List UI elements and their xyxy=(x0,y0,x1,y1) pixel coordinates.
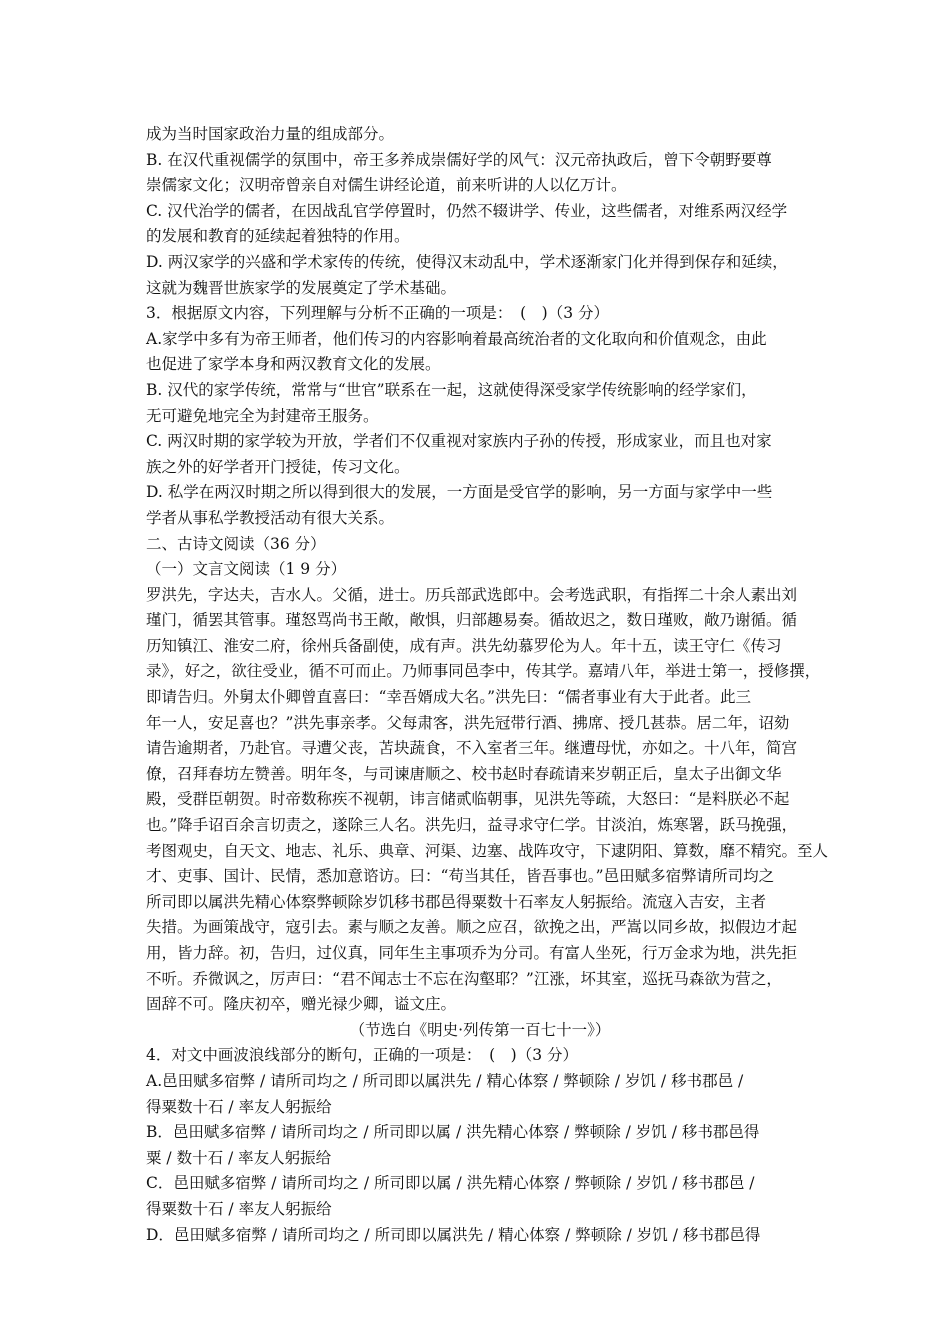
option-b-line: B. 在汉代重视儒学的氛围中，帝王多养成崇儒好学的风气：汉元帝执政后，曾下令朝野要尊 xyxy=(146,150,772,169)
option-c-line: C．邑田赋多宿弊 / 请所司均之 / 所司即以属 / 洪先精心体察 / 弊顿除 / 岁饥 / 移书郡邑 / xyxy=(146,1174,755,1193)
option-d-line: D．邑田赋多宿弊 / 请所司均之 / 所司即以属洪先 / 精心体察 / 弊顿除 / 岁饥 / 移书郡邑得 xyxy=(146,1225,761,1244)
text-line: 也促进了家学本身和两汉教育文化的发展。 xyxy=(146,355,441,374)
document-page xyxy=(146,122,829,1248)
passage-line: 失措。为画策战守，寇引去。素与顺之友善。顺之应召，欲挽之出，严嵩以同乡故，拟假边才起 xyxy=(146,918,798,937)
option-c-line: C. 两汉时期的家学较为开放，学者们不仅重视对家族内子孙的传授，形成家业，而且也对家 xyxy=(146,432,772,451)
subsection-heading: （一）文言文阅读（1 9 分） xyxy=(146,560,347,579)
option-d-line: D. 私学在两汉时期之所以得到很大的发展，一方面是受官学的影响，另一方面与家学中一些 xyxy=(146,483,773,502)
text-line: 的发展和教育的延续起着独特的作用。 xyxy=(146,227,410,246)
passage-line: 也。”降手诏百余言切责之，遂除三人名。洪先归，益寻求守仁学。甘淡泊，炼寒署，跃马挽强， xyxy=(146,816,798,835)
text-line: 族之外的好学者开门授徒，传习文化。 xyxy=(146,457,410,476)
passage-line: 用，皆力辞。初，告归，过仪真，同年生主事项乔为分司。有富人坐死，行万金求为地，洪先拒 xyxy=(146,944,798,962)
text-line: 成为当时国家政治力量的组成部分。 xyxy=(146,125,395,143)
section-heading: 二、古诗文阅读（36 分） xyxy=(146,534,326,553)
passage-line: 即请告归。外舅太仆卿曾直喜曰：“幸吾婿成大名。”洪先曰：“儒者事业有大于此者。此三 xyxy=(146,688,752,707)
option-c-line: C. 汉代治学的儒者，在因战乱官学停置时，仍然不辍讲学、传业，这些儒者，对维系两汉经学 xyxy=(146,201,788,220)
option-a-line: A.邑田赋多宿弊 / 请所司均之 / 所司即以属洪先 / 精心体察 / 弊顿除 / 岁饥 / 移书郡邑 / xyxy=(146,1071,744,1090)
passage-line: 所司即以属洪先精心体察弊顿除岁饥移书郡邑得粟数十石率友人躬振给。流寇入吉安，主者 xyxy=(146,892,767,911)
passage-line: 固辞不可。隆庆初卒，赠光禄少卿，谥文庄。 xyxy=(146,995,457,1014)
passage-line: 瑾门，循罢其管事。瑾怒骂尚书王敞，敞惧，归部趣易奏。循故迟之，数日瑾败，敞乃谢循。循 xyxy=(146,611,798,630)
question-3: 3．根据原文内容，下列理解与分析不正确的一项是： ( )（3 分） xyxy=(146,304,609,323)
passage-source: （节选白《明史·列传第一百七十一》） xyxy=(349,1020,611,1039)
text-line: 这就为魏晋世族家学的发展奠定了学术基础。 xyxy=(146,278,457,297)
option-a-line: A.家学中多有为帝王师者，他们传习的内容影响着最高统治者的文化取向和价值观念，由此 xyxy=(146,329,767,348)
passage-line: 年一人，安足喜也？”洪先事亲孝。父每肃客，洪先冠带行酒、拂席、授几甚恭。居二年，诏劾 xyxy=(146,713,790,732)
passage-line: 录》，好之，欲往受业，循不可而止。乃师事同邑李中，传其学。嘉靖八年，举进士第一，授修撰， xyxy=(146,662,821,681)
passage-line: 不听。乔微讽之，厉声曰：“君不闻志士不忘在沟壑耶？”江涨，坏其室，巡抚马森欲为营之， xyxy=(146,969,782,988)
passage-line: 请告逾期者，乃赴官。寻遭父丧，苫块蔬食，不入室者三年。继遭母忧，亦如之。十八年，简宫 xyxy=(146,739,798,758)
text-line: 得粟数十石 / 率友人躬振给 xyxy=(146,1199,332,1218)
passage-line: 才、吏事、国计、民情，悉加意谘访。曰：“苟当其任，皆吾事也。”邑田赋多宿弊请所司均之 xyxy=(146,867,775,886)
passage-line: 殿，受群臣朝贺。时帝数称疾不视朝，讳言储贰临朝事，见洪先等疏，大怒曰：“是料朕必不起 xyxy=(146,790,790,809)
question-4: 4．对文中画波浪线部分的断句，正确的一项是： ( )（3 分） xyxy=(146,1046,578,1065)
option-d-line: D. 两汉家学的兴盛和学术家传的传统，使得汉末动乱中，学术逐渐家门化并得到保存和延续， xyxy=(146,252,788,271)
passage-line: 罗洪先，字达夫，吉水人。父循，进士。历兵部武选郎中。会考选武职，有指挥二十余人素出刘 xyxy=(146,585,798,604)
text-line: 粟 / 数十石 / 率友人躬振给 xyxy=(146,1148,332,1167)
passage-line: 考图观史，自天文、地志、礼乐、典章、河渠、边塞、战阵攻守，下逮阴阳、算数，靡不精究。至人 xyxy=(146,841,829,860)
text-line: 崇儒家文化；汉明帝曾亲自对儒生讲经论道，前来听讲的人以亿万计。 xyxy=(146,176,627,195)
text-line: 无可避免地完全为封建帝王服务。 xyxy=(146,406,379,425)
text-line: 学者从事私学教授活动有很大关系。 xyxy=(146,508,395,527)
option-b-line: B. 汉代的家学传统，常常与“世官”联系在一起，这就使得深受家学传统影响的经学家们， xyxy=(146,380,757,399)
option-b-line: B．邑田赋多宿弊 / 请所司均之 / 所司即以属 / 洪先精心体察 / 弊顿除 / 岁饥 / 移书郡邑得 xyxy=(146,1123,760,1142)
passage-line: 历知镇江、淮安二府，徐州兵备副使，成有声。洪先幼慕罗伦为人。年十五，读王守仁《传习 xyxy=(146,636,782,655)
passage-line: 僚，召拜春坊左赞善。明年冬，与司谏唐顺之、校书赵时春疏请来岁朝正后，皇太子出御文华 xyxy=(146,764,782,783)
text-line: 得粟数十石 / 率友人躬振给 xyxy=(146,1097,332,1116)
